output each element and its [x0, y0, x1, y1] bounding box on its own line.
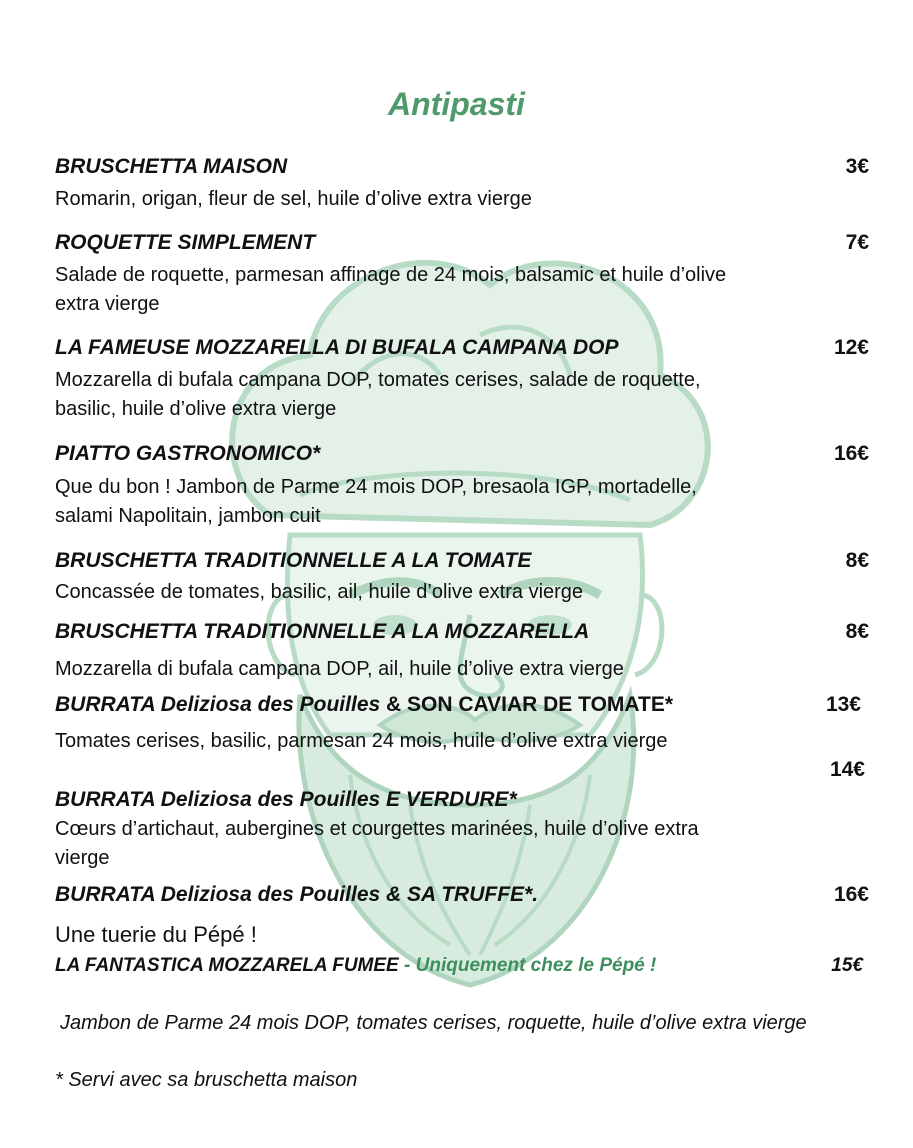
dish-name: LA FAMEUSE MOZZARELLA DI BUFALA CAMPANA DOP [55, 336, 619, 359]
dish-name: BRUSCHETTA TRADITIONNELLE A LA TOMATE [55, 549, 532, 572]
dish-description: extra vierge [55, 293, 160, 315]
dish-description: Mozzarella di bufala campana DOP, ail, huile d’olive extra vierge [55, 658, 624, 680]
footnote: * Servi avec sa bruschetta maison [55, 1069, 358, 1091]
dish-description: salami Napolitain, jambon cuit [55, 505, 321, 527]
section-title: Antipasti [388, 86, 525, 122]
dish-name [55, 693, 673, 717]
special-dish-highlight: Uniquement chez le Pépé ! [415, 955, 657, 976]
dish-price: 8€ [845, 620, 869, 643]
special-dish-separator: - [398, 955, 416, 976]
dish-price: 8€ [845, 549, 869, 572]
dish-name: ROQUETTE SIMPLEMENT [55, 231, 316, 254]
dish-description: Tomates cerises, basilic, parmesan 24 mois, huile d’olive extra vierge [55, 730, 668, 752]
dish-price: 3€ [845, 155, 869, 178]
tagline: Une tuerie du Pépé ! [55, 922, 257, 947]
dish-name: BURRATA Deliziosa des Pouilles & SA TRUFFE*. [55, 883, 539, 906]
special-dish-description: Jambon de Parme 24 mois DOP, tomates cerises, roquette, huile d’olive extra vierge [60, 1012, 807, 1034]
dish-name: PIATTO GASTRONOMICO* [55, 442, 321, 465]
special-dish-name [55, 955, 656, 977]
dish-price: 16€ [833, 442, 869, 465]
dish-name: BRUSCHETTA TRADITIONNELLE A LA MOZZARELLA [55, 620, 590, 643]
dish-description: vierge [55, 847, 110, 869]
dish-price: 13€ [825, 693, 861, 716]
dish-price: 7€ [845, 231, 869, 254]
dish-description: Concassée de tomates, basilic, ail, huile d’olive extra vierge [55, 581, 584, 603]
dish-description: Salade de roquette, parmesan affinage de 24 mois, balsamic et huile d’olive [55, 264, 727, 286]
dish-description: Mozzarella di bufala campana DOP, tomates cerises, salade de roquette, [55, 369, 701, 391]
dish-name-part: BURRATA Deliziosa des Pouilles [55, 693, 387, 716]
dish-name: BRUSCHETTA MAISON [55, 155, 288, 178]
dish-description: basilic, huile d’olive extra vierge [55, 398, 337, 420]
special-dish-price: 15€ [831, 955, 863, 976]
dish-price: 14€ [829, 758, 865, 781]
special-dish-title: LA FANTASTICA MOZZARELA FUMEE [55, 955, 399, 976]
dish-price: 12€ [833, 336, 869, 359]
dish-price: 16€ [833, 883, 869, 906]
dish-description: Romarin, origan, fleur de sel, huile d’olive extra vierge [55, 188, 532, 210]
dish-description: Cœurs d’artichaut, aubergines et courgettes marinées, huile d’olive extra [55, 818, 699, 840]
dish-description: Que du bon ! Jambon de Parme 24 mois DOP, bresaola IGP, mortadelle, [55, 476, 697, 498]
dish-name-part: & SON CAVIAR DE TOMATE* [386, 693, 674, 716]
dish-name: BURRATA Deliziosa des Pouilles E VERDURE* [55, 788, 517, 811]
